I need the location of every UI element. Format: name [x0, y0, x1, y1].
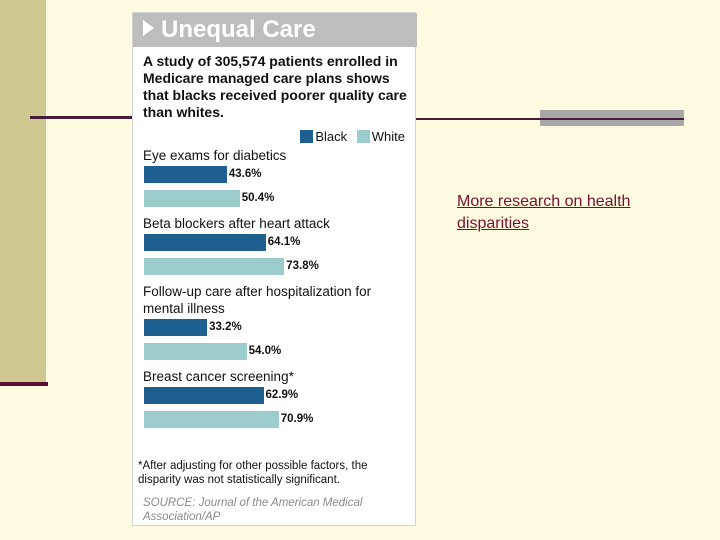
- bar-white: [144, 190, 240, 207]
- bar-value-label: 50.4%: [241, 192, 275, 204]
- play-arrow-icon: [143, 20, 154, 36]
- bar-black: [144, 387, 264, 404]
- card-subtitle: A study of 305,574 patients enrolled in Medicare managed care plans shows that blacks received poorer quality care than whites.: [143, 53, 407, 120]
- bar-chart: [133, 147, 417, 457]
- category-label: Follow-up care after hospitalization for mental illness: [143, 284, 372, 316]
- card-source: SOURCE: Journal of the American Medical Association/AP: [143, 497, 363, 523]
- bar-value-label: 43.6%: [228, 168, 262, 180]
- bar-black: [144, 234, 266, 251]
- left-decorative-band: [0, 0, 46, 384]
- bar-value-label: 70.9%: [280, 413, 314, 425]
- horizontal-rule-left: [30, 116, 132, 119]
- bar-black: [144, 319, 207, 336]
- bar-value-label: 33.2%: [209, 321, 242, 333]
- card-footnote: *After adjusting for other possible factors, the disparity was not statistically significant.: [138, 460, 368, 486]
- legend-label-black: Black: [315, 129, 348, 144]
- category-label: Eye exams for diabetics: [143, 148, 287, 163]
- bar-value-label: 62.9%: [265, 389, 299, 401]
- left-band-underline: [0, 382, 48, 386]
- bar-black: [144, 166, 227, 183]
- legend-item-black: [300, 129, 347, 144]
- bar-white: [144, 258, 284, 275]
- bar-white: [144, 343, 247, 360]
- more-research-link[interactable]: More research on health disparities: [457, 193, 631, 232]
- card-title: [143, 16, 316, 44]
- card-title-text: Unequal Care: [161, 16, 316, 43]
- horizontal-rule-accent: [540, 118, 684, 120]
- legend-item-white: [357, 129, 405, 144]
- infographic-card: [132, 12, 416, 526]
- chart-legend: [294, 129, 405, 144]
- card-header: [133, 13, 417, 47]
- category-label: Beta blockers after heart attack: [143, 216, 330, 231]
- bar-white: [144, 411, 279, 428]
- bar-value-label: 73.8%: [286, 260, 319, 272]
- bar-value-label: 64.1%: [267, 236, 301, 248]
- legend-swatch-black: [300, 130, 313, 143]
- legend-swatch-white: [357, 130, 370, 143]
- bar-value-label: 54.0%: [248, 345, 282, 357]
- category-label: Breast cancer screening*: [143, 369, 294, 384]
- legend-label-white: White: [371, 129, 405, 144]
